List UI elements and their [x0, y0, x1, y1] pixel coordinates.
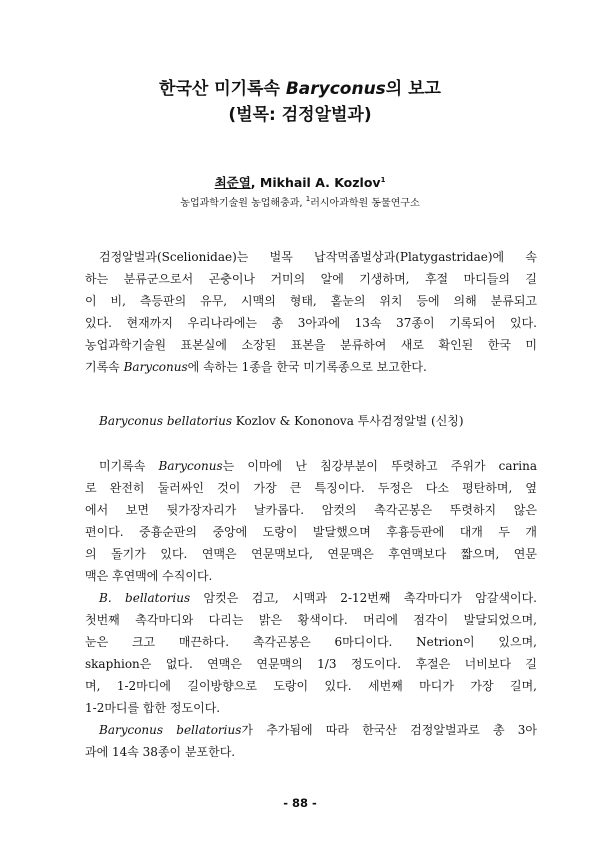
text-line: 에서 보면 뒷가장자리가 날카롭다. 암컷의 촉각곤봉은 뚜렷하지 않은	[85, 503, 537, 517]
text-line: 1-2마디를 합한 정도이다.	[85, 701, 221, 715]
text-line: 이 비, 측등판의 유무, 시맥의 형태, 홑눈의 위치 등에 의해 분류되고	[85, 294, 537, 308]
title-genus: Baryconus	[285, 79, 386, 99]
text-line: skaphion은 없다. 연맥은 연문맥의 1/3 정도이다. 후절은 너비보다 길	[85, 657, 537, 671]
text-line: 편이다. 중흉순판의 중앙에 도랑이 발달했으며 후흉등판에 대개 두 개	[85, 525, 537, 539]
text-line: 기록속 Baryconus에 속하는 1종을 한국 미기록종으로 보고한다.	[85, 360, 427, 374]
text-line: 로 완전히 둘러싸인 것이 가장 큰 특징이다. 두정은 다소 평탄하며, 옆	[85, 481, 537, 495]
text-line: 있다. 현재까지 우리나라에는 총 3아과에 13속 37종이 기록되어 있다.	[85, 316, 537, 330]
text-line: 미기록속 Baryconus는 이마에 난 침강부분이 뚜렷하고 주위가 carina	[99, 459, 537, 473]
text-line: 며, 1-2마디에 길이방향으로 도랑이 있다. 세번째 마디가 가장 길며,	[85, 679, 537, 693]
text-line: 첫번째 촉각마디와 다리는 밝은 황색이다. 머리에 점각이 발달되었으며,	[85, 613, 537, 627]
text-line: 농업과학기술원 표본실에 소장된 표본을 분류하여 새로 확인된 한국 미	[85, 338, 537, 352]
page-number: - 88 -	[283, 796, 317, 810]
paper-subtitle: (벌목: 검정알벌과)	[228, 105, 372, 125]
text-line: B. bellatorius 암컷은 검고, 시맥과 2-12번째 촉각마디가 암갈색이다.	[99, 591, 537, 605]
text-line: 맥은 후연맥에 수직이다.	[85, 569, 213, 583]
document-page: 한국산 미기록속 Baryconus의 보고 (벌목: 검정알벌과) 최준열, Mikhail A. Kozlov$^1$ 농업과학기술원 농업해충과, $^1$러시아과학원 동물연구소 검정알벌과(Scelionidae)는 벌목 납작먹좀벌상과(Platygastridae)에 속 하는 분류군으로서 곤충이나 거미의 알에 기생하며, 후절 마디들의 길 이 비, 측등판의 유무, 시맥의 형태, 홑눈의 위치 등에 의해 분류되고 있다. 현재까지 우리나라에는 총 3아과에 13속 37종이 기록되어 있다. 농업과학기술원 표본실에 소장된 표본을 분류하여 새로 확인된 한국 미 기록속 Baryconus에 속하는 1종을 한국 미기록종으로 보고한다. Baryconus bellatorius Kozlov & Kononova 투사검정알벌 (신칭) 미기록속 Baryconus는 이마에 난 침강부분이 뚜렷하고 주위가 carina 로 완전히 둘러싸인 것이 가장 큰 특징이다. 두정은 다소 평탄하며, 옆 에서 보면 뒷가장자리가 날카롭다. 암컷의 촉각곤봉은 뚜렷하지 않은 편이다. 중흉순판의 중앙에 도랑이 발달했으며 후흉등판에 대개 두 개 의 돌기가 있다. 연맥은 연문맥보다, 연문맥은 후연맥보다 짧으며, 연문 맥은 후연맥에 수직이다. B. bellatorius 암컷은 검고, 시맥과 2-12번째 촉각마디가 암갈색이다. 첫번째 촉각마디와 다리는 밝은 황색이다. 머리에 점각이 발달되었으며, 눈은 크고 매끈하다. 촉각곤봉은 6마디이다. Netrion이 있으며, skaphion은 없다. 연맥은 연문맥의 1/3 정도이다. 후절은 너비보다 길 며, 1-2마디에 길이방향으로 도랑이 있다. 세번째 마디가 가장 길며, 1-2마디를 합한 정도이다. Baryconus bellatorius가 추가됨에 따라 한국산 검정알벌과로 총 3아 과에 14속 38종이 분포한다. - 88 -	[0, 0, 600, 849]
text-line: 의 돌기가 있다. 연맥은 연문맥보다, 연문맥은 후연맥보다 짧으며, 연문	[85, 547, 537, 561]
text-line: 과에 14속 38종이 분포한다.	[85, 745, 236, 759]
text-line: 눈은 크고 매끈하다. 촉각곤봉은 6마디이다. Netrion이 있으며,	[85, 635, 537, 649]
species-name: Baryconus bellatorius	[99, 414, 232, 428]
text-line: 검정알벌과(Scelionidae)는 벌목 납작먹좀벌상과(Platygastridae)에 속	[99, 250, 537, 264]
paper-title: 한국산 미기록속 Baryconus의 보고	[159, 79, 441, 99]
text-line: Baryconus bellatorius가 추가됨에 따라 한국산 검정알벌과로 총 3아	[99, 723, 537, 737]
author-line: 최준열, Mikhail A. Kozlov$^1$	[214, 175, 386, 190]
author-2: Mikhail A. Kozlov	[259, 175, 381, 190]
affiliation-line: 농업과학기술원 농업해충과, $^1$러시아과학원 동물연구소	[180, 195, 420, 209]
text-line: 하는 분류군으로서 곤충이나 거미의 알에 기생하며, 후절 마디들의 길	[85, 272, 537, 286]
author-1: 최준열	[214, 175, 251, 190]
